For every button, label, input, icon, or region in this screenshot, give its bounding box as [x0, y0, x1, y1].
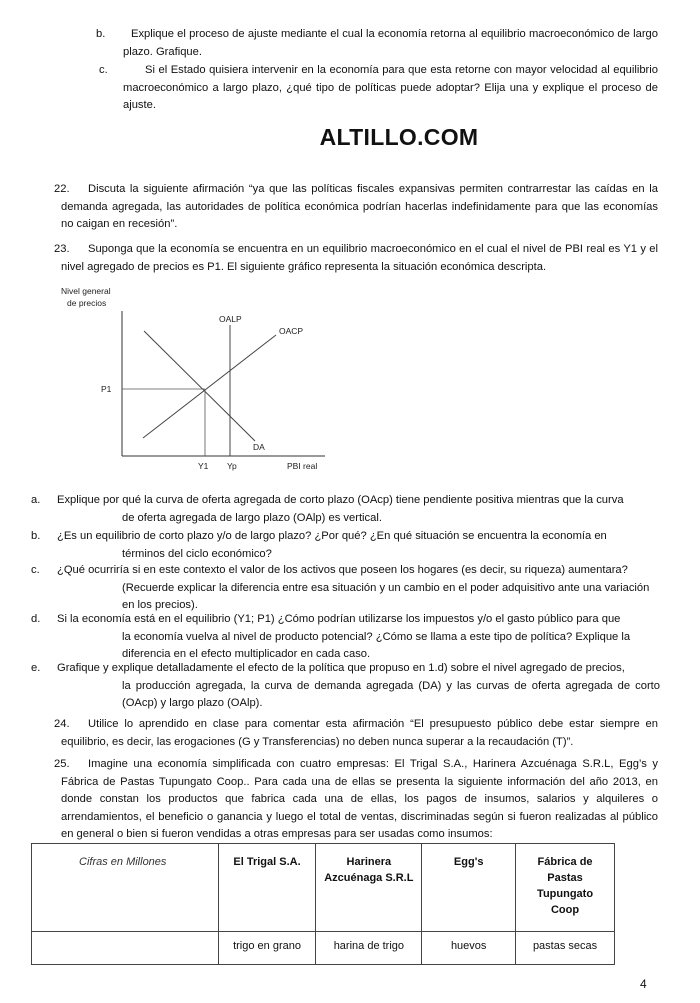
- y-axis-label-line2: de precios: [67, 298, 107, 308]
- table-cell: harina de trigo: [316, 932, 422, 965]
- question-22-number: 22.: [54, 183, 70, 195]
- question-23-text: Suponga que la economía se encuentra en un equilibrio macroeconómico en el cual el nivel de PBI real es Y1 y el nivel agregado de precios es P1. El siguiente gráfico representa la situación económica descripta.: [61, 243, 658, 273]
- item-c-marker: c.: [99, 64, 108, 76]
- q23-item-a-rest: de oferta agregada de largo plazo (OAlp) es vertical.: [122, 511, 382, 524]
- da-label: DA: [253, 442, 265, 452]
- question-22-text: Discuta la siguiente afirmación “ya que las políticas fiscales expansivas permiten contrarrestar las caídas en la demanda agregada, las autoridades de política económica podrían hacerlas indefinidamente para que las economías no caigan en recesión”.: [61, 183, 658, 230]
- q23-item-d-line1: Si la economía está en el equilibrio (Y1; P1) ¿Cómo podrían utilizarse los impuestos y/o el gasto público para que: [57, 613, 621, 625]
- question-25-number: 25.: [54, 758, 70, 770]
- q23-item-a-line1: Explique por qué la curva de oferta agregada de corto plazo (OAcp) tiene pendiente positiva mientras que la curva: [57, 494, 624, 506]
- table-header-cell: Harinera Azcuénaga S.R.L: [316, 844, 422, 932]
- q23-item-e-marker: e.: [31, 662, 41, 674]
- question-25-text: Imagine una economía simplificada con cuatro empresas: El Trigal S.A., Harinera Azcuénaga S.R.L, Egg’s y Fábrica de Pastas Tupungato Coop.. Para cada una de ellas se presenta la siguiente información del año 2013, en donde constan los productos que fabrica cada una de ellas, los pagos de insumos, salarios y alquileres o arrendamientos, el beneficio o ganancia y luego el total de ventas, discriminadas según si fueron realizadas al público en general o bien si fueron vendidas a otras empresas para ser usadas como insumos:: [61, 758, 658, 840]
- oacp-label: OACP: [279, 326, 304, 336]
- y-axis-label-line1: Nivel general: [61, 286, 111, 296]
- q23-item-e-line1: Grafique y explique detalladamente el efecto de la política que propuso en 1.d) sobre el nivel agregado de precios,: [57, 662, 625, 674]
- item-c: [96, 62, 658, 115]
- question-24-text: Utilice lo aprendido en clase para comentar esta afirmación “El presupuesto público debe estar siempre en equilibrio, es decir, las erogaciones (G y Transferencias) no deben nunca superar a la recaudación (T)”.: [61, 718, 658, 748]
- q23-item-d: [30, 611, 670, 664]
- item-c-text: Si el Estado quisiera intervenir en la economía para que esta retorne con mayor velocidad al equilibrio macroeconómico a largo plazo, ¿qué tipo de políticas puede adoptar? Elija una y explique el proceso de ajuste.: [123, 64, 658, 111]
- q23-item-a-marker: a.: [31, 494, 41, 506]
- q23-item-b-rest: términos del ciclo económico?: [122, 547, 272, 560]
- q23-item-e: [30, 660, 670, 713]
- item-b-marker: b.: [96, 28, 106, 40]
- table-cell: huevos: [422, 932, 516, 965]
- question-23: [54, 241, 658, 276]
- q23-item-c-line1: ¿Qué ocurriría si en este contexto el valor de los activos que poseen los hogares (es decir, su riqueza) aumentara?: [57, 564, 628, 576]
- table-cell: pastas secas: [516, 932, 615, 965]
- question-22: [54, 181, 658, 234]
- companies-table: [31, 843, 615, 965]
- table-header-cell: Egg's: [422, 844, 516, 932]
- p1-label: P1: [101, 384, 112, 394]
- q23-item-c: [30, 562, 670, 615]
- question-23-number: 23.: [54, 243, 70, 255]
- q23-item-c-marker: c.: [31, 564, 40, 576]
- item-b-text: Explique el proceso de ajuste mediante el cual la economía retorna al equilibrio macroeconómico de largo plazo. Grafique.: [123, 28, 658, 58]
- table-header-cell: Fábrica de Pastas Tupungato Coop: [516, 844, 615, 932]
- question-24-number: 24.: [54, 718, 70, 730]
- table-cell: [32, 932, 219, 965]
- page-number: 4: [640, 977, 647, 991]
- question-25: [54, 756, 658, 844]
- oalp-label: OALP: [219, 314, 242, 324]
- table-header-row: [32, 844, 615, 932]
- table-header-cell: El Trigal S.A.: [218, 844, 316, 932]
- table-corner-cell: Cifras en Millones: [32, 844, 219, 932]
- item-b: [96, 26, 658, 61]
- q23-item-d-marker: d.: [31, 613, 41, 625]
- question-24: [54, 716, 658, 751]
- q23-item-b-marker: b.: [31, 530, 41, 542]
- y1-label: Y1: [198, 461, 209, 471]
- q23-item-c-rest: (Recuerde explicar la diferencia entre esa situación y un cambio en el poder adquisitivo ante una variación en los precios).: [122, 581, 650, 611]
- table-row: [32, 932, 615, 965]
- q23-item-d-rest: la economía vuelva al nivel de producto potencial? ¿Cómo se llama a este tipo de política? Explique la diferencia en el efecto multiplicador en cada caso.: [122, 630, 631, 660]
- table-cell: trigo en grano: [218, 932, 316, 965]
- yp-label: Yp: [227, 461, 237, 471]
- q23-item-e-rest: la producción agregada, la curva de demanda agregada (DA) y las curvas de oferta agregada de corto (OAcp) y largo plazo (OAlp).: [122, 679, 660, 709]
- watermark-title: ALTILLO.COM: [319, 124, 479, 150]
- q23-item-b-line1: ¿Es un equilibrio de corto plazo y/o de largo plazo? ¿Por qué? ¿En qué situación se encuentra la economía en: [57, 530, 607, 542]
- q23-item-b: [30, 528, 670, 563]
- q23-item-a: [30, 492, 670, 527]
- aggregate-supply-demand-diagram: [55, 283, 335, 483]
- x-axis-label: PBI real: [287, 461, 318, 471]
